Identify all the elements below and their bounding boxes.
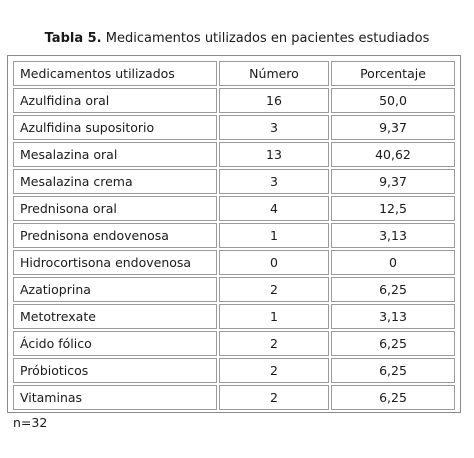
table-row [13,250,455,275]
cell-number: 1 [219,223,329,248]
table-row [13,88,455,113]
cell-medication: Próbioticos [13,358,217,383]
cell-number: 2 [219,331,329,356]
cell-percentage: 6,25 [331,385,455,410]
cell-medication: Prednisona endovenosa [13,223,217,248]
medications-table [11,59,457,412]
table-body [13,88,455,410]
table-row [13,385,455,410]
table-row [13,196,455,221]
column-header-number: Número [219,61,329,86]
cell-medication: Azatioprina [13,277,217,302]
cell-medication: Azulfidina oral [13,88,217,113]
cell-percentage: 3,13 [331,304,455,329]
table-header-row [13,61,455,86]
cell-percentage: 0 [331,250,455,275]
cell-percentage: 6,25 [331,277,455,302]
cell-number: 3 [219,115,329,140]
table-row [13,277,455,302]
table-row [13,169,455,194]
cell-percentage: 3,13 [331,223,455,248]
cell-medication: Ácido fólico [13,331,217,356]
cell-number: 13 [219,142,329,167]
cell-number: 2 [219,358,329,383]
medications-table-frame [7,55,461,413]
table-row [13,142,455,167]
table-caption [0,30,474,48]
table-row [13,331,455,356]
cell-percentage: 6,25 [331,331,455,356]
cell-number: 1 [219,304,329,329]
cell-medication: Mesalazina crema [13,169,217,194]
cell-number: 2 [219,385,329,410]
cell-medication: Prednisona oral [13,196,217,221]
cell-medication: Azulfidina supositorio [13,115,217,140]
table-row [13,358,455,383]
cell-percentage: 40,62 [331,142,455,167]
cell-medication: Hidrocortisona endovenosa [13,250,217,275]
table-row [13,223,455,248]
cell-number: 16 [219,88,329,113]
cell-percentage: 50,0 [331,88,455,113]
cell-number: 0 [219,250,329,275]
caption-text: Medicamentos utilizados en pacientes estudiados [105,31,430,46]
column-header-medication: Medicamentos utilizados [13,61,217,86]
cell-medication: Vitaminas [13,385,217,410]
table-row [13,304,455,329]
cell-percentage: 6,25 [331,358,455,383]
cell-medication: Metotrexate [13,304,217,329]
cell-percentage: 9,37 [331,169,455,194]
column-header-percentage: Porcentaje [331,61,455,86]
cell-number: 3 [219,169,329,194]
cell-percentage: 9,37 [331,115,455,140]
cell-number: 4 [219,196,329,221]
table-row [13,115,455,140]
sample-size-note: n=32 [13,415,48,430]
caption-label: Tabla 5. [44,31,102,46]
cell-medication: Mesalazina oral [13,142,217,167]
cell-number: 2 [219,277,329,302]
cell-percentage: 12,5 [331,196,455,221]
